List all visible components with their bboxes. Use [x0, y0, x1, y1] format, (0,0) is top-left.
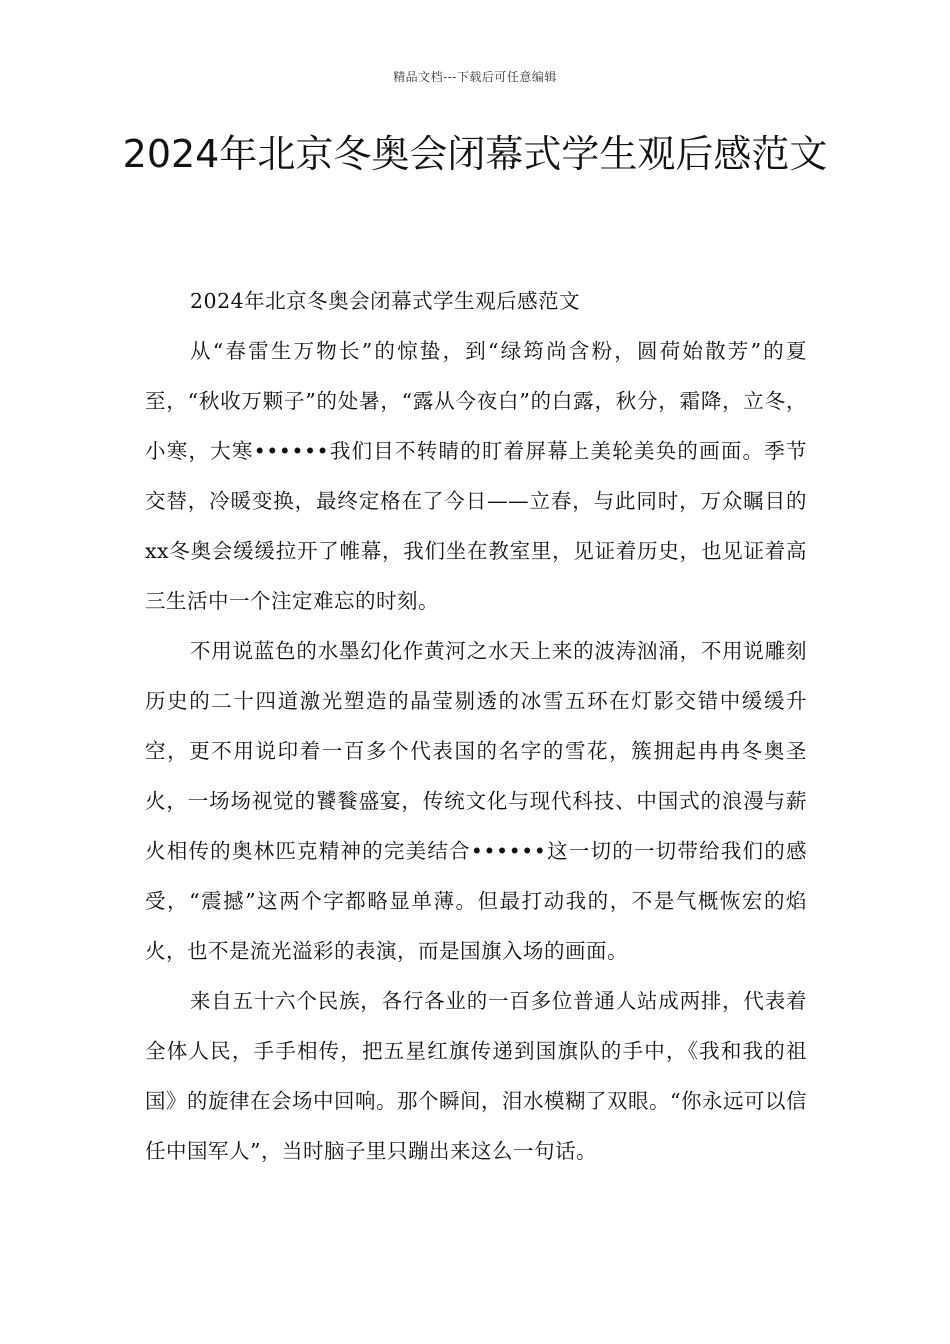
- paragraph: 来自五十六个民族，各行各业的一百多位普通人站成两排，代表着全体人民，手手相传，把五星红旗传递到国旗队的手中，《我和我的祖国》的旋律在会场中回响。那个瞬间，泪水模糊了双眼。“你永远可以信任中国军人”，当时脑子里只蹦出来这么一句话。: [145, 989, 807, 1163]
- page-header: 精品文档---下载后可任意编辑: [393, 70, 557, 84]
- document-title: 2024年北京冬奥会闭幕式学生观后感范文: [122, 132, 828, 176]
- document-body: [145, 276, 807, 1176]
- paragraph: 不用说蓝色的水墨幻化作黄河之水天上来的波涛汹涌，不用说雕刻历史的二十四道激光塑造的晶莹剔透的冰雪五环在灯影交错中缓缓升空，更不用说印着一百多个代表国的名字的雪花，簇拥起冉冉冬奥圣火，一场场视觉的饕餮盛宴，传统文化与现代科技、中国式的浪漫与薪火相传的奥林匹克精神的完美结合••••••这一切的一切带给我们的感受，“震撼”这两个字都略显单薄。但最打动我的，不是气概恢宏的焰火，也不是流光溢彩的表演，而是国旗入场的画面。: [145, 639, 807, 963]
- paragraph: 从“春雷生万物长”的惊蛰，到“绿筠尚含粉，圆荷始散芳”的夏至，“秋收万颗子”的处暑，“露从今夜白”的白露，秋分，霜降，立冬，小寒，大寒••••••我们目不转睛的盯着屏幕上美轮美奂的画面。季节交替，冷暖变换，最终定格在了今日——立春，与此同时，万众瞩目的xx冬奥会缓缓拉开了帷幕，我们坐在教室里，见证着历史，也见证着高三生活中一个注定难忘的时刻。: [145, 339, 807, 613]
- paragraph-subtitle: 2024年北京冬奥会闭幕式学生观后感范文: [190, 289, 581, 313]
